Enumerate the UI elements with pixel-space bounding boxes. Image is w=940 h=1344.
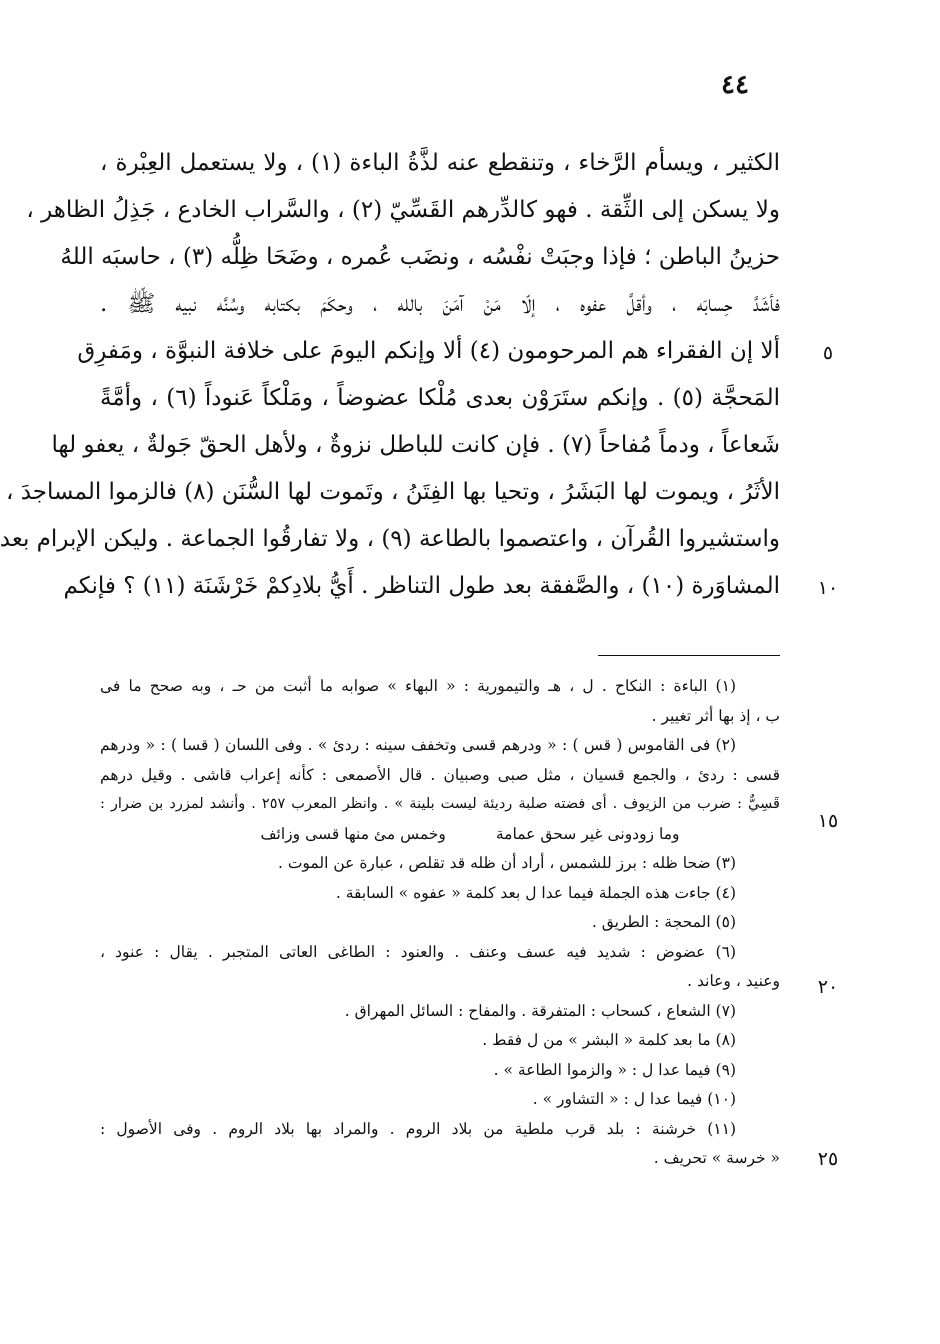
main-text-line: ولا يسكن إلى الثِّقة . فهو كالدِّرهم القَسِّيّ (٢) ، والسَّراب الخادع ، جَذِلُ الظاهر ، [26,197,780,223]
footnote-line: (٧) الشعاع ، كسحاب : المتفرقة . والمفاح : السائل المهراق . [344,1001,736,1020]
main-text-line: الأثَرُ ، ويموت لها البَشَرُ ، وتحيا بها الفِتَنُ ، وتَموت لها السُّنَن (٨) فالزموا المساجدَ ، [5,479,780,505]
footnote-line: قسى : ردئ ، والجمع قسيان ، مثل صبى وصبيان . قال الأصمعى : كأنه إعراب قاشى . وقيل درهم [100,765,780,784]
page-number: ٤٤ [721,70,749,100]
line-number-5: ٥ [822,342,834,364]
line-number-15: ١٥ [817,810,839,832]
footnote-separator [598,655,780,656]
main-text-line: المَحجَّة (٥) . وإنكم ستَرَوْن بعدى مُلْكا عضوضاً ، ومَلْكاً عَنوداً (٦) ، وأمَّةً [100,385,780,411]
footnote-line: قَسِيٌّ : ضرب من الزيوف . أى فضته صلبة رديئة ليست بلينة » . وانظر المعرب ٢٥٧ . وأنشد لمزرد بن ضرار : [100,796,780,812]
main-text-line: شَعاعاً ، ودماً مُفاحاً (٧) . فإن كانت للباطل نزوةٌ ، ولأهل الحقّ جَولةٌ ، يعفو لها [51,432,780,458]
main-text [0,140,780,610]
line-number-10: ١٠ [817,577,839,599]
footnote-line: (١٠) فيما عدا ل : « التشاور » . [532,1090,736,1108]
footnote-line: (٣) ضحا ظله : برز للشمس ، أراد أن ظله قد تقلص ، عبارة عن الموت . [277,854,736,872]
poetry-verse [100,820,780,850]
main-text-line: المشاوَرة (١٠) ، والصَّفقة بعد طول التناظر . أَيُّ بلادِكمْ خَرْشَنَة (١١) ؟ فإنكم [63,573,780,599]
main-text-line: ألا إن الفقراء هم المرحومون (٤) ألا وإنكم اليومَ على خلافة النبوَّة ، ومَفرِق [77,338,780,364]
footnote-line: « خرسة » تحريف . [653,1149,780,1167]
line-number-25: ٢٥ [817,1148,839,1170]
footnotes [100,672,780,1174]
footnote-line: (٢) فى القاموس ( قس ) : « ودرهم قسى وتخفف سينه : ردئ » . وفى اللسان ( قسا ) : « ودرهم [100,736,736,754]
line-number-20: ٢٠ [817,976,839,998]
footnote-line: (١) الباءة : النكاح . ل ، هـ والتيمورية : « البهاء » صوابه ما أثبت من حـ ، وبه صحح ما فى [100,677,736,695]
main-text-line: فأشَدَّ حِسابَه ، وأقلَّ عفوه ، إلّا مَنْ آمَنَ بالله ، وحكَمَ بكتابه وسُنَّه نبيه ﷺ . [100,291,780,317]
verse-hemistich: وخمس مئ منها قسى وزائف [260,824,446,843]
footnote-line: (٦) عضوض : شديد فيه عسف وعنف . والعنود : الطاغى العاتى المتجبر . يقال : عنود ، [100,942,736,961]
footnote-line: وعنيد ، وعاند . [687,972,780,990]
main-text-line: حزينُ الباطن ؛ فإذا وجبَتْ نفْسُه ، ونضَب عُمره ، وضَحَا ظِلُّه (٣) ، حاسبَه اللهُ [60,244,780,270]
footnote-line: (٨) ما بعد كلمة « البشر » من ل فقط . [482,1031,736,1049]
verse-hemistich: وما زودونى غير سحق عمامة [495,824,680,843]
footnote-line: (٤) جاءت هذه الجملة فيما عدا ل بعد كلمة « عفوه » السابقة . [335,883,736,902]
main-text-line: الكثير ، ويسأم الرَّخاء ، وتنقطع عنه لذَّةُ الباءة (١) ، ولا يستعمل العِبْرة ، [100,150,780,176]
footnote-line: (٩) فيما عدا ل : « والزموا الطاعة » . [493,1060,736,1079]
footnote-line: (٥) المحجة : الطريق . [591,913,736,931]
main-text-line: واستشيروا القُرآن ، واعتصموا بالطاعة (٩) ، ولا تفارقُوا الجماعة . وليكن الإبرام بعد [0,526,780,552]
footnote-line: ب ، إذ بها أثر تغيير . [651,706,780,725]
footnote-line: (١١) خرشنة : بلد قرب ملطية من بلاد الروم . والمراد بها بلاد الروم . وفى الأصول : [100,1119,736,1138]
